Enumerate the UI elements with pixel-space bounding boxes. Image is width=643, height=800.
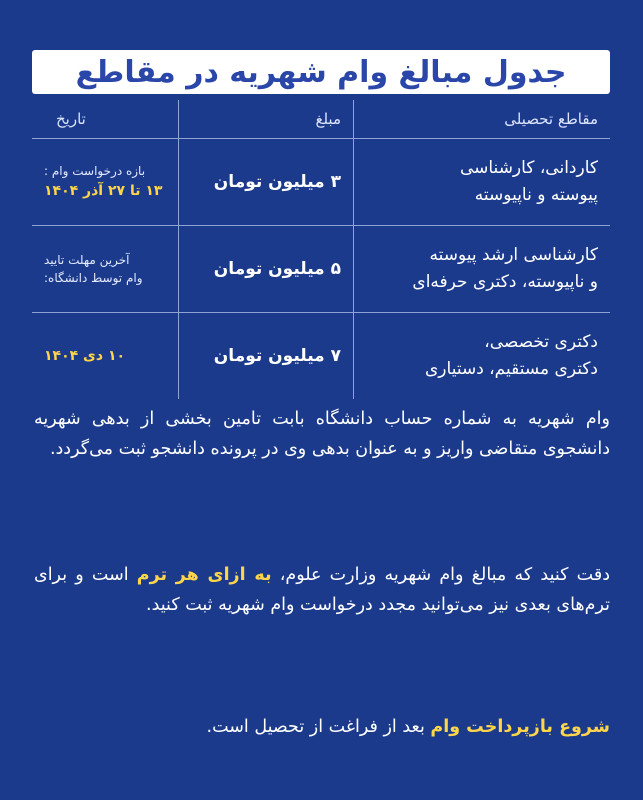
highlight-text: شروع بازپرداخت وام (430, 717, 610, 737)
header-date: تاریخ (32, 100, 179, 139)
header-amount: مبلغ (179, 100, 354, 139)
level-line: و ناپیوسته، دکتری حرفه‌ای (412, 272, 598, 292)
paragraph-text: دقت کنید که مبالغ وام شهریه وزارت علوم، (271, 565, 610, 585)
paragraph-text: بعد از فراغت از تحصیل است. (206, 717, 431, 737)
level-line: دکتری مستقیم، دستیاری (425, 359, 598, 379)
request-period-label: بازه درخواست وام : (44, 164, 146, 178)
amount-cell: ۳ میلیون تومان (179, 139, 354, 226)
level-cell (354, 313, 611, 400)
approval-deadline-value-cell (32, 313, 179, 400)
table-row (32, 226, 610, 313)
request-period-cell (32, 139, 179, 226)
approval-deadline-label: آخرین مهلت تایید (44, 253, 130, 267)
amount-cell: ۷ میلیون تومان (179, 313, 354, 400)
level-line: پیوسته و ناپیوسته (474, 185, 598, 205)
level-cell (354, 226, 611, 313)
page-title: جدول مبالغ وام شهریه در مقاطع (75, 54, 567, 90)
approval-deadline-value: ۱۰ دی ۱۴۰۴ (44, 348, 126, 364)
approval-deadline-label: وام توسط دانشگاه: (44, 271, 143, 285)
loan-table (32, 100, 610, 399)
header-level: مقاطع تحصیلی (354, 100, 611, 139)
paragraph-repayment-note (34, 712, 610, 742)
request-period-value: ۱۳ تا ۲۷ آذر ۱۴۰۴ (44, 183, 163, 199)
level-line: کارشناسی ارشد پیوسته (429, 245, 598, 265)
amount-cell: ۵ میلیون تومان (179, 226, 354, 313)
level-cell (354, 139, 611, 226)
table-header-row (32, 100, 610, 139)
paragraph-text: است و برای ترم‌های بعدی نیز می‌توانید مجدد درخواست وام شهریه ثبت کنید. (34, 565, 610, 615)
table-row (32, 139, 610, 226)
level-line: کاردانی، کارشناسی (459, 158, 598, 178)
highlight-text: به ازای هر ترم (136, 565, 272, 585)
paragraph-per-term-note (34, 560, 610, 620)
level-line: دکتری تخصصی، (484, 332, 598, 352)
title-banner (32, 50, 610, 94)
table-row (32, 313, 610, 400)
approval-deadline-cell (32, 226, 179, 313)
paragraph-loan-description: وام شهریه به شماره حساب دانشگاه بابت تامین بخشی از بدهی شهریه دانشجوی متقاضی واریز و به عنوان بدهی وی در پرونده دانشجو ثبت می‌گردد. (34, 409, 610, 459)
